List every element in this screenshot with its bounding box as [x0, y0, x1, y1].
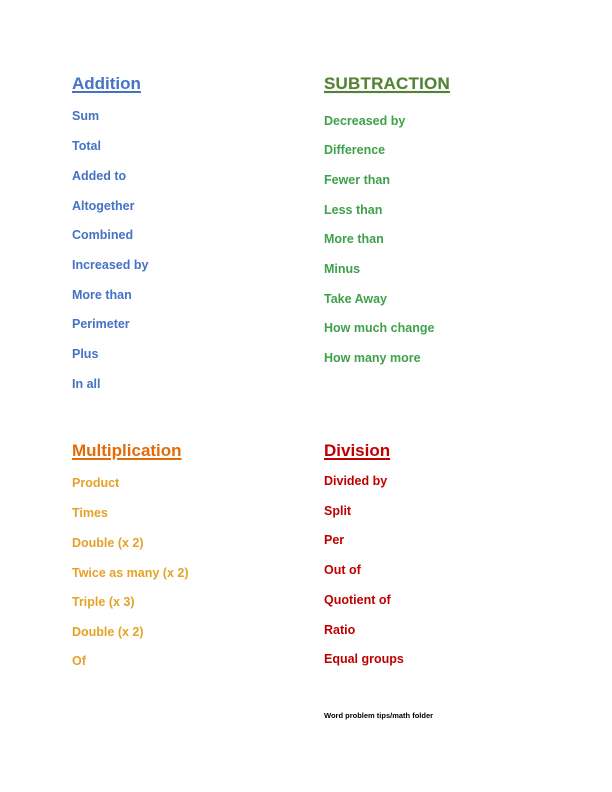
multiplication-item: Product: [72, 476, 120, 490]
subtraction-item: Difference: [324, 143, 386, 157]
addition-item: Increased by: [72, 258, 149, 272]
division-item: Divided by: [324, 474, 388, 488]
division-item: Equal groups: [324, 652, 404, 666]
addition-section: [72, 74, 149, 391]
multiplication-heading: Multiplication: [72, 441, 182, 460]
subtraction-item: Less than: [324, 203, 383, 217]
division-item: Per: [324, 533, 345, 547]
addition-item: Added to: [72, 169, 127, 183]
addition-item: Altogether: [72, 199, 135, 213]
subtraction-item: Take Away: [324, 292, 388, 306]
multiplication-item: Twice as many (x 2): [72, 566, 189, 580]
addition-item: More than: [72, 288, 132, 302]
division-section: [324, 441, 404, 666]
multiplication-item: Double (x 2): [72, 625, 144, 639]
subtraction-item: Minus: [324, 262, 361, 276]
addition-item: Total: [72, 139, 101, 153]
division-heading: Division: [324, 441, 391, 460]
division-item: Split: [324, 504, 352, 518]
multiplication-item: Of: [72, 654, 86, 668]
subtraction-item: More than: [324, 232, 384, 246]
division-item: Quotient of: [324, 593, 391, 607]
multiplication-item: Triple (x 3): [72, 595, 135, 609]
subtraction-item: Decreased by: [324, 114, 406, 128]
addition-item: Perimeter: [72, 317, 130, 331]
footer-note: Word problem tips/math folder: [324, 711, 434, 720]
subtraction-heading: SUBTRACTION: [324, 74, 450, 93]
addition-item: In all: [72, 377, 101, 391]
subtraction-section: [324, 74, 450, 365]
addition-item: Combined: [72, 228, 134, 242]
subtraction-item: Fewer than: [324, 173, 390, 187]
addition-item: Plus: [72, 347, 99, 361]
addition-item: Sum: [72, 109, 100, 123]
division-item: Ratio: [324, 623, 356, 637]
subtraction-item: How many more: [324, 351, 421, 365]
division-item: Out of: [324, 563, 361, 577]
multiplication-section: [72, 441, 189, 668]
multiplication-item: Double (x 2): [72, 536, 144, 550]
subtraction-item: How much change: [324, 321, 435, 335]
addition-heading: Addition: [72, 74, 141, 93]
multiplication-item: Times: [72, 506, 108, 520]
